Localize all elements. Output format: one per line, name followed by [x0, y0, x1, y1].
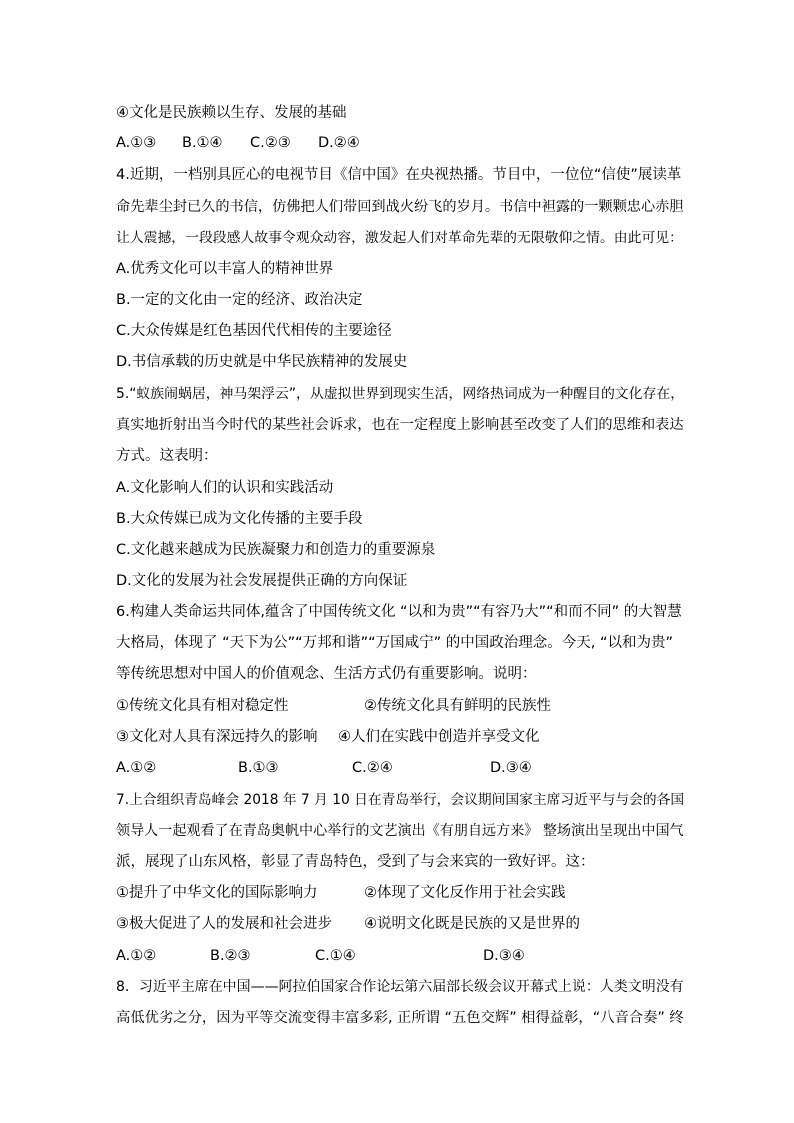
q5-choice-b: B.大众传媒已成为文化传播的主要手段	[116, 511, 363, 527]
q6-item-1: ①传统文化具有相对稳定性	[116, 698, 289, 714]
q5-stem-line-1: 5.“蚁族闹蜗居，神马架浮云”，从虚拟世界到现实生活，网络热词成为一种醒目的文化存在，	[116, 386, 685, 402]
q7-option-d: D.③④	[483, 948, 525, 964]
q4-stem-line-2: 命先辈尘封已久的书信，仿佛把人们带回到战火纷飞的岁月。书信中袒露的一颗颗忠心赤胆	[116, 199, 684, 215]
q3-item-4: ④文化是民族赖以生存、发展的基础	[116, 105, 347, 121]
q8-stem-line-1: 8．习近平主席在中国——阿拉伯国家合作论坛第六届部长级会议开幕式上说：人类文明没有	[116, 979, 684, 995]
q4-choice-c: C.大众传媒是红色基因代代相传的主要途径	[116, 323, 392, 339]
q6-option-d: D.③④	[490, 760, 532, 776]
q6-option-b: B.①③	[238, 760, 279, 776]
q5-choice-d: D.文化的发展为社会发展提供正确的方向保证	[116, 573, 408, 589]
q3-option-a: A.①③	[116, 135, 157, 151]
q6-option-a: A.①②	[116, 760, 157, 776]
q5-stem-line-3: 方式。这表明：	[116, 448, 218, 464]
q4-stem-line-3: 让人震撼，一段段感人故事令观众动容，激发起人们对革命先辈的无限敬仰之情。由此可见：	[116, 230, 683, 246]
q6-item-3: ③文化对人具有深远持久的影响	[116, 729, 318, 745]
q4-choice-d: D.书信承载的历史就是中华民族精神的发展史	[116, 354, 408, 370]
q6-item-4: ④人们在实践中创造并享受文化	[338, 729, 540, 745]
q4-choice-b: B.一定的文化由一定的经济、政治决定	[116, 292, 363, 308]
q7-item-3: ③极大促进了人的发展和社会进步	[116, 916, 332, 932]
q6-stem-line-2: 大格局，体现了 “天下为公”“万邦和谐”“万国咸宁” 的中国政治理念。今天, “以和为贵”	[116, 635, 674, 651]
q3-option-b: B.①④	[182, 135, 223, 151]
q7-stem-line-2: 领导人一起观看了在青岛奥帆中心举行的文艺演出《有朋自远方来》 整场演出呈现出中国气	[116, 823, 684, 839]
q7-option-a: A.①②	[116, 948, 157, 964]
q3-option-d: D.②④	[318, 135, 360, 151]
q3-option-c: C.②③	[250, 135, 291, 151]
q8-stem-line-2: 高低优劣之分，因为平等交流变得丰富多彩, 正所谓 “五色交辉” 相得益彰，“八音合奏” 终	[116, 1010, 684, 1026]
q5-choice-a: A.文化影响人们的认识和实践活动	[116, 480, 334, 496]
q7-option-c: C.①④	[315, 948, 356, 964]
q7-item-2: ②体现了文化反作用于社会实践	[364, 885, 566, 901]
q7-option-b: B.②③	[210, 948, 251, 964]
q6-option-c: C.②④	[352, 760, 393, 776]
q7-stem-line-1: 7.上合组织青岛峰会 2018 年 7 月 10 日在青岛举行，会议期间国家主席习近平与与会的各国	[116, 792, 685, 808]
q7-stem-line-3: 派，展现了山东风格，彰显了青岛特色，受到了与会来宾的一致好评。这：	[116, 854, 595, 870]
q6-item-2: ②传统文化具有鲜明的民族性	[364, 698, 551, 714]
q4-choice-a: A.优秀文化可以丰富人的精神世界	[116, 261, 334, 277]
q4-stem-line-1: 4.近期，一档别具匠心的电视节目《信中国》在央视热播。节目中，一位位“信使”展读革	[116, 167, 682, 183]
q5-stem-line-2: 真实地折射出当今时代的某些社会诉求，也在一定程度上影响甚至改变了人们的思维和表达	[116, 417, 684, 433]
q6-stem-line-1: 6.构建人类命运共同体,蕴含了中国传统文化 “以和为贵”“有容乃大”“和而不同” 的大智慧	[116, 604, 682, 620]
q7-item-1: ①提升了中华文化的国际影响力	[116, 885, 318, 901]
q6-stem-line-3: 等传统思想对中国人的价值观念、生活方式仍有重要影响。说明：	[116, 666, 537, 682]
q5-choice-c: C.文化越来越成为民族凝聚力和创造力的重要源泉	[116, 542, 436, 558]
q7-item-4: ④说明文化既是民族的又是世界的	[364, 916, 580, 932]
